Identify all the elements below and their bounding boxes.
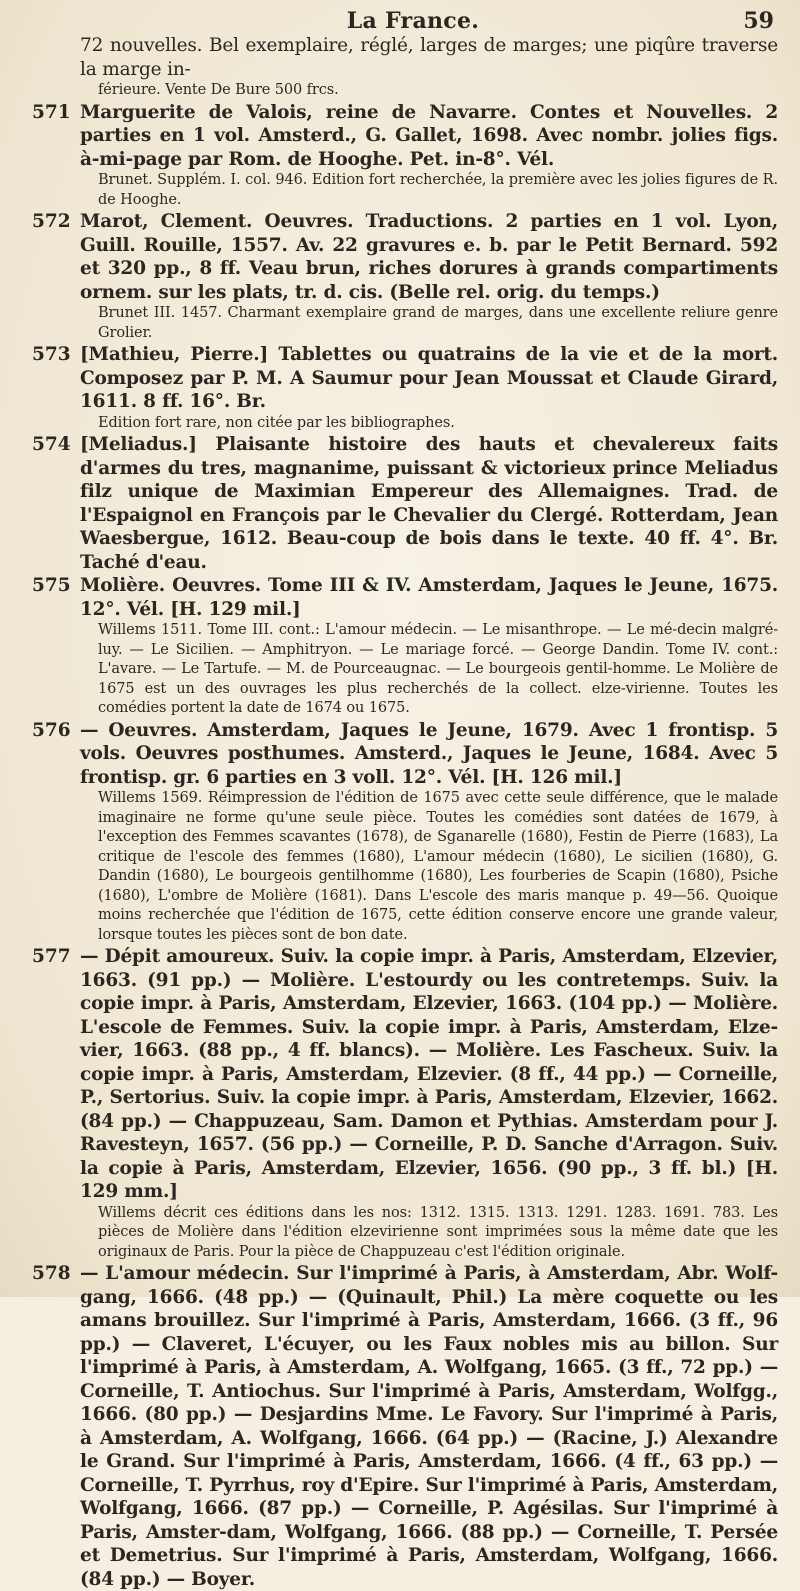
entry-note: Edition fort rare, non citée par les bibliographes. [98,414,455,431]
catalogue-entry [32,574,778,719]
entry-description: — L'amour médecin. Sur l'imprimé à Paris, à Amsterdam, Abr. Wolf-gang, 1666. (48 pp.) — (Quinault, Phil.) La mère coquette ou les amans brouillez. Sur l'imprimé à Paris, Amsterdam, 1666. (3 ff., 96 pp.) — Claveret, L'écuyer, ou les Faux nobles mis au billon. Sur l'imprimé à Paris, à Amsterdam, A. Wolfgang, 1665. (3 ff., 72 pp.) — Corneille, T. Antiochus. Sur l'imprimé à Paris, Amsterdam, Wolfgg., 1666. (80 pp.) — Desjardins Mme. Le Favory. Sur l'imprimé à Paris, à Amsterdam, A. Wolfgang, 1666. (64 pp.) — (Racine, J.) Alexandre le Grand. Sur l'imprimé à Paris, Amsterdam, 1666. (4 ff., 63 pp.) — Corneille, T. Pyrrhus, roy d'Epire. Sur l'imprimé à Paris, Amsterdam, Wolfgang, 1666. (87 pp.) — Corneille, P. Agésilas. Sur l'imprimé à Paris, Amster-dam, Wolfgang, 1666. (88 pp.) — Corneille, T. Persée et Demetrius. Sur l'imprimé à Paris, Amsterdam, Wolfgang, 1666. (84 pp.) — Boyer. [80,1263,778,1590]
lot-number: 576 [32,719,71,741]
page-header [48,4,778,32]
entry-description: [Mathieu, Pierre.] Tablettes ou quatrains de la vie et de la mort. Composez par P. M. A Saumur pour Jean Moussat et Claude Girard, 1611. 8 ff. 16°. Br. [80,344,778,412]
catalogue-entry [32,1262,778,1591]
catalogue-entry [32,945,778,1262]
lot-number: 575 [32,575,71,596]
entry-description: [Meliadus.] Plaisante histoire des hauts et chevalereux faits d'armes du tres, magnanime, puissant & victorieux prince Meliadus filz unique de Maximian Empereur des Allemaignes. Trad. de l'Espaignol en François par le Chevalier du Clergé. Rotterdam, Jean Waesbergue, 1612. Beau-coup de bois dans le texte. 40 ff. 4°. Br. Taché d'eau. [80,434,778,573]
lot-number: 578 [32,1263,71,1284]
entry-description: Molière. Oeuvres. Tome III & IV. Amsterdam, Jaques le Jeune, 1675. 12°. Vél. [H. 129 mil.] [80,575,778,620]
entry-note: Willems 1569. Réimpression de l'édition de 1675 avec cette seule différence, que le malade imaginaire ne forme qu'une seule pièce. Toutes les comédies sont datées de 1679, à l'exception des Femmes scavantes (1678), de Sganarelle (1680), Festin de Pierre (1683), La critique de l'escole des femmes (1680), L'amour médecin (1680), Le sicilien (1680), G. Dandin (1680), Le bourgeois gentilhomme (1680), Les fourberies de Scapin (1680), Psiche (1680), L'ombre de Molière (1681). Dans L'escole des maris manque p. 49—56. Quoique moins recherchée que l'édition de 1675, cette édition conserve encore une grande valeur, lorsque toutes les pièces sont de bon date. [98,790,778,943]
catalogue-entry [32,719,778,946]
catalogue-entry [32,433,778,574]
entry-description: — Oeuvres. Amsterdam, Jaques le Jeune, 1679. Avec 1 frontisp. 5 vols. Oeuvres posthumes. Amsterd., Jaques le Jeune, 1684. Avec 5 frontisp. gr. 6 parties en 3 voll. 12°. Vél. [H. 126 mil.] [80,719,778,788]
entry-note: Willems 1511. Tome III. cont.: L'amour médecin. — Le misanthrope. — Le mé-decin malgré-luy. — Le Sicilien. — Amphitryon. — Le mariage forcé. — George Dandin. Tome IV. cont.: L'avare. — Le Tartufe. — M. de Pourceaugnac. — Le bourgeois gentil-homme. Le Molière de 1675 est un des ouvrages les plus recherchés de la collect. elze-virienne. Toutes les comédies portent la date de 1674 ou 1675. [98,622,778,716]
lot-number: 572 [32,211,71,232]
entry-description: 72 nouvelles. Bel exemplaire, réglé, larges de marges; une piqûre traverse la marge in- [80,35,778,80]
entry-description: Marot, Clement. Oeuvres. Traductions. 2 parties en 1 vol. Lyon, Guill. Rouille, 1557. Av. 22 gravures e. b. par le Petit Bernard. 592 et 320 pp., 8 ff. Veau brun, riches dorures à grands compartiments ornem. sur les plats, tr. d. cis. (Belle rel. orig. du temps.) [80,211,778,303]
catalogue-entry [32,343,778,433]
lot-number: 574 [32,434,71,455]
catalogue-entry [48,34,778,101]
entry-description: Marguerite de Valois, reine de Navarre. Contes et Nouvelles. 2 parties en 1 vol. Amsterd., G. Gallet, 1698. Avec nombr. jolies figs. à-mi-page par Rom. de Hooghe. Pet. in-8°. Vél. [80,101,778,170]
entry-note: Brunet III. 1457. Charmant exemplaire grand de marges, dans une excellente reliure genre Grolier. [98,305,778,341]
running-title: La France. [346,8,480,34]
entry-note: Willems décrit ces éditions dans les nos: 1312. 1315. 1313. 1291. 1283. 1691. 783. Les pièces de Molière dans l'édition elzevirienne sont imprimées sous la même date que les originaux de Paris. Pour la pièce de Chappuzeau c'est l'édition originale. [98,1204,778,1260]
entry-note: férieure. Vente De Bure 500 frcs. [98,82,339,98]
page-number: 59 [743,8,774,34]
entry-note: Brunet. Supplém. I. col. 946. Edition fort recherchée, la première avec les jolies figures de R. de Hooghe. [98,172,778,208]
catalogue-entry [32,101,778,211]
catalogue-entry [32,210,778,343]
lot-number: 577 [32,946,71,967]
entry-description: — Dépit amoureux. Suiv. la copie impr. à Paris, Amsterdam, Elzevier, 1663. (91 pp.) — Molière. L'estourdy ou les contretemps. Suiv. la copie impr. à Paris, Amsterdam, Elzevier, 1663. (104 pp.) — Molière. L'escole de Femmes. Suiv. la copie impr. à Paris, Amsterdam, Elze-vier, 1663. (88 pp., 4 ff. blancs). — Molière. Les Fascheux. Suiv. la copie impr. à Paris, Amsterdam, Elzevier. (8 ff., 44 pp.) — Corneille, P., Sertorius. Suiv. la copie impr. à Paris, Amsterdam, Elzevier, 1662. (84 pp.) — Chappuzeau, Sam. Damon et Pythias. Amsterdam pour J. Ravesteyn, 1657. (56 pp.) — Corneille, P. D. Sanche d'Arragon. Suiv. la copie à Paris, Amsterdam, Elzevier, 1656. (90 pp., 3 ff. bl.) [H. 129 mm.] [80,946,778,1202]
lot-number: 573 [32,344,71,365]
catalogue-entries [32,34,778,1591]
lot-number: 571 [32,101,71,123]
